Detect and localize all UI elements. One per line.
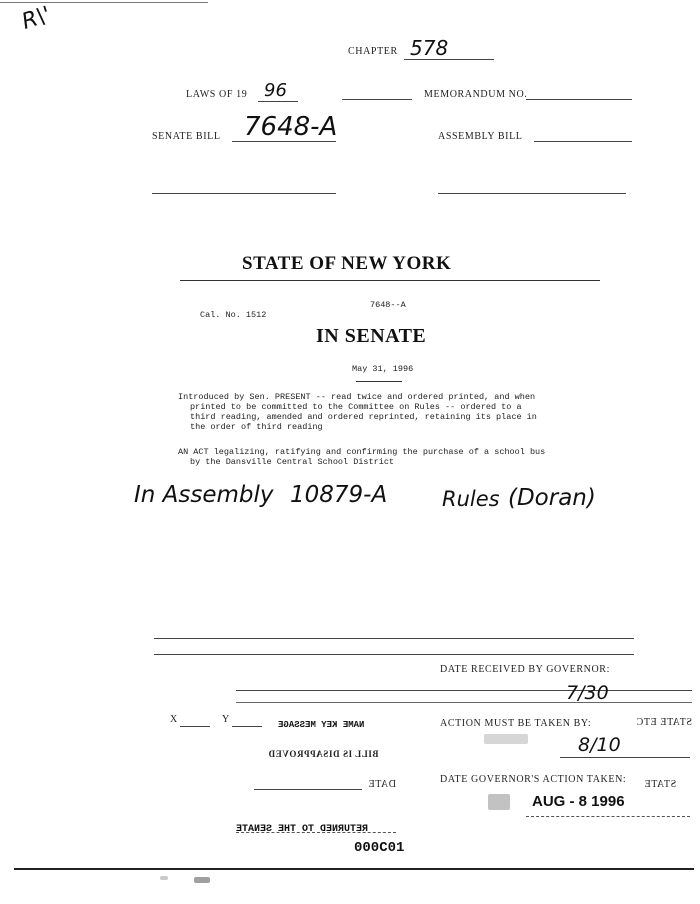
mirrored-line-3: DATE — [368, 779, 396, 790]
state-title: STATE OF NEW YORK — [242, 253, 452, 274]
mirrored-right-top-wrap — [636, 712, 692, 730]
mirrored-line-2-wrap — [268, 744, 378, 762]
action-must-label: ACTION MUST BE TAKEN BY: — [440, 718, 592, 729]
returned-line — [236, 832, 396, 833]
x-mark: X — [170, 714, 178, 725]
mirrored-right-mid-wrap — [644, 774, 676, 792]
mirrored-line-4-wrap — [236, 818, 368, 836]
lower-rule-2 — [154, 654, 634, 655]
handwritten-doran: (Doran) — [508, 485, 596, 511]
bill-number-print: 7648--A — [370, 300, 406, 310]
handwritten-rules: Rules — [442, 487, 500, 511]
introduced-line-1: Introduced by Sen. PRESENT -- read twice and ordered printed, and when — [178, 392, 536, 402]
action-must-value: 8/10 — [578, 734, 621, 756]
bill-date: May 31, 1996 — [352, 364, 414, 374]
assembly-bill-line — [534, 141, 632, 142]
lower-rule-1 — [154, 638, 634, 639]
title-rule — [180, 280, 600, 281]
introduced-line-3: third reading, amended and ordered reprinted, retaining its place in — [190, 412, 537, 422]
act-line-1: AN ACT legalizing, ratifying and confirming the purchase of a school bus — [178, 447, 546, 457]
signature-line-right — [438, 193, 626, 194]
handwritten-in-assembly: In Assembly — [134, 482, 274, 508]
laws-label: LAWS OF 19 — [186, 89, 248, 100]
mirrored-line-1: NAME KEY MESSAGE — [278, 720, 365, 730]
assembly-bill-label: ASSEMBLY BILL — [438, 131, 523, 142]
bottom-rule — [14, 868, 694, 870]
introduced-line-4: the order of third reading — [190, 422, 323, 432]
handwritten-assembly-number: 10879-A — [290, 482, 388, 508]
memorandum-line — [526, 99, 632, 100]
mirrored-line-1-wrap — [278, 714, 364, 732]
y-mark: Y — [222, 714, 230, 725]
mirrored-right-top: STATE ETC — [636, 717, 692, 728]
introduced-line-2: printed to be committed to the Committee on Rules -- ordered to a — [190, 402, 522, 412]
smudge-1 — [484, 734, 528, 744]
received-rule — [236, 690, 692, 691]
mirrored-line-2: BILL IS DISAPPROVED — [268, 749, 379, 759]
governor-action-stamp: AUG - 8 1996 — [532, 793, 625, 810]
mirrored-right-mid: STATE — [644, 779, 677, 790]
governor-line — [526, 816, 690, 817]
corner-handwritten-mark: R\' — [18, 2, 54, 35]
smudge-4 — [160, 876, 168, 880]
chapter-label: CHAPTER — [348, 46, 398, 57]
chapter-line — [404, 59, 494, 60]
x-line — [180, 726, 210, 727]
senate-bill-label: SENATE BILL — [152, 131, 221, 142]
senate-bill-line — [232, 141, 336, 142]
governor-left-line — [254, 789, 362, 790]
chamber-title: IN SENATE — [316, 325, 427, 347]
calendar-number: Cal. No. 1512 — [200, 310, 267, 320]
received-rule-2 — [236, 702, 692, 703]
governor-action-label: DATE GOVERNOR'S ACTION TAKEN: — [440, 774, 627, 785]
smudge-2 — [488, 794, 510, 810]
laws-blank-line — [342, 99, 412, 100]
mirrored-line-3-wrap — [368, 774, 396, 792]
laws-line — [258, 101, 298, 102]
action-must-line — [560, 757, 690, 758]
mirrored-line-4: RETURNED TO THE SENATE — [236, 824, 369, 835]
signature-line-left — [152, 193, 336, 194]
smudge-3 — [194, 877, 210, 883]
y-line — [232, 726, 262, 727]
laws-year: 96 — [264, 80, 287, 101]
date-received-label: DATE RECEIVED BY GOVERNOR: — [440, 664, 610, 675]
act-line-2: by the Dansville Central School District — [190, 457, 395, 467]
date-received-value: 7/30 — [566, 682, 609, 704]
page-code: 000C01 — [354, 840, 405, 856]
chapter-number: 578 — [410, 36, 449, 60]
memorandum-label: MEMORANDUM NO. — [424, 89, 528, 100]
top-rule — [0, 2, 208, 3]
date-rule — [356, 381, 402, 382]
senate-bill-number: 7648-A — [244, 112, 338, 142]
